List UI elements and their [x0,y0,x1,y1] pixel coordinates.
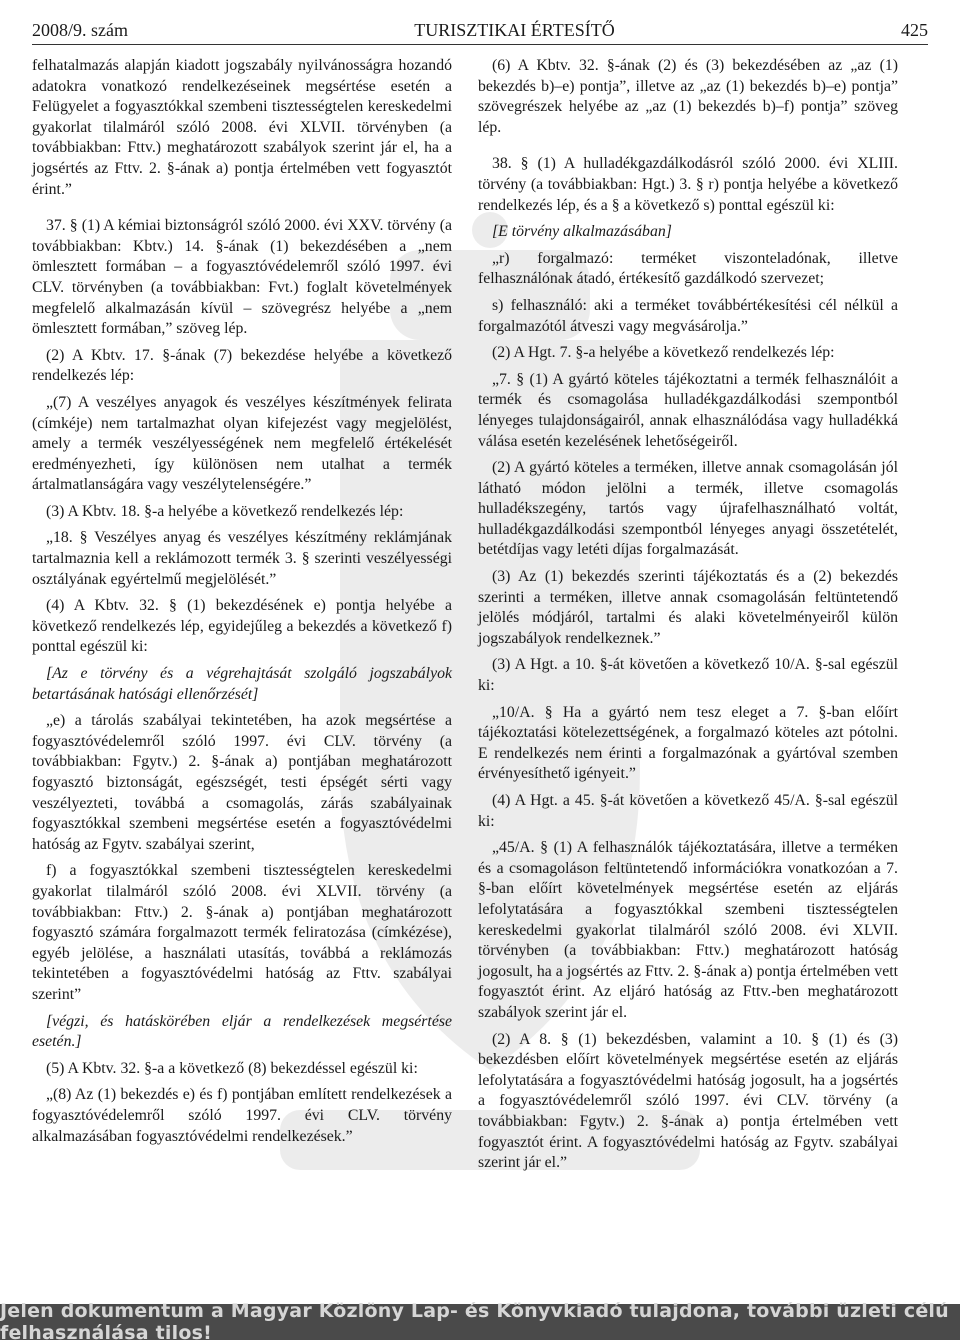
paragraph: „7. § (1) A gyártó köteles tájékoztatni a termék felhasználóit a termék és csomagolása hulladékgazdálkodási szempontból lényeges tulajdonságairól, annak elhasználódása vagy hulladékká válása esetén kezelésének lehetőségeiről. [478,370,898,450]
paragraph: (2) A 8. § (1) bekezdésben, valamint a 10. § (1) és (3) bekezdésben előírt követelmények megsértése esetén az eljárás lefolytatására a fogyasztóvédelmi hatóság jogosult, ha a jogsértés a fogyasztóvédelemről szóló 1997. évi CLV. törvény (a továbbiakban: Fgytv.) 2. §-ának a) pontja értelmében vett fogyasztót érint. A fogyasztóvédelmi hatóság az Fgytv. szabályai szerint jár el.” [478,1030,898,1172]
left-column [32,56,452,1153]
paragraph: „(7) A veszélyes anyagok és veszélyes készítmények felirata (címkéje) nem tartalmazhat olyan kifejezést vagy megjelölést, amely a termék veszélyességének nem megfelelő értékelését eredményezheti, így különösen nem utalhat a termék ártalmatlanságára vagy veszélytelenségére.” [32,393,452,494]
paragraph: [E törvény alkalmazásában] [492,223,672,241]
page-number: 425 [900,20,928,40]
paragraph: (2) A Hgt. 7. §-a helyébe a következő rendelkezés lép: [492,344,835,362]
journal-title: TURISZTIKAI ÉRTESÍTŐ [414,20,615,40]
paragraph: (3) A Kbtv. 18. §-a helyébe a következő rendelkezés lép: [46,502,404,520]
paragraph: (3) A Hgt. a 10. §-át követően a következő 10/A. §-sal egészül ki: [478,656,898,695]
page-header [32,14,928,45]
paragraph: „18. § Veszélyes anyag és veszélyes készítmény reklámjának tartalmaznia kell a reklámozott termék 3. § szerinti veszélyességi osztályának egyértelmű megjelölését.” [32,529,452,588]
paragraph: (2) A Kbtv. 17. §-ának (7) bekezdése helyébe a következő rendelkezés lép: [32,346,452,385]
paragraph: „45/A. § (1) A felhasználók tájékoztatására, illetve a terméken és a csomagoláson feltüntetendő információkra vonatkozóan a 7. §-ban előírt követelmények megsértése esetén az eljárás lefolytatására a fogyasztókkal szembeni tisztességtelen kereskedelmi gyakorlat tilalmáról szóló 2008. évi XLVII. törvényben (a továbbiakban: Fttv.) meghatározott hatóság jogosult, ha a jogsértés az Fttv. 2. §-ának a) pontja értelmében vett fogyasztót érint. Az eljáró hatóság az Fttv.-ben meghatározott szabályok szerint jár el. [478,839,898,1021]
paragraph: (4) A Kbtv. 32. § (1) bekezdésének e) pontja helyébe a következő rendelkezés lép, egyidejűleg a bekezdés a következő f) ponttal egészül ki: [32,597,452,656]
paragraph: (4) A Hgt. a 45. §-át követően a következő 45/A. §-sal egészül ki: [478,792,898,830]
issue-number: 2008/9. szám [32,20,128,40]
paragraph: f) a fogyasztókkal szembeni tisztességtelen kereskedelmi gyakorlat tilalmáról szóló 2008. évi XLVII. törvény (a továbbiakban: Fttv.) 2. §-ának a) pontjában meghatározott fogyasztó számára forgalmazott termék feliratozása (címkézése), egyéb jelölése, a használati utasítás, továbbá a reklámozás tekintetében a fogyasztóvédelmi hatóság az Fttv. szabályai szerint” [32,862,452,1003]
paragraph: [végzi, és hatáskörében eljár a rendelkezések megsértése esetén.] [32,1012,452,1051]
paragraph: (3) Az (1) bekezdés szerinti tájékoztatás és a (2) bekezdés szerinti a terméken, illetve annak csomagolásán feltüntetendő jelölés módjáról, tartalmi és alaki követelményeiről külön jogszabályok rendelkeznek.” [478,568,898,647]
section-37: 37. § (1) A kémiai biztonságról szóló 2000. évi XXV. törvény (a továbbiakban: Kbtv.) 14. §-ának (1) bekezdésében a „nem ömlesztett formában – a fogyasztóvédelemről szóló 1997. évi CLV. törvényben (a továbbiakban: Fvt.) foglalt követelmények megfelelő alkalmazásán kívül – szövegrész helyébe a „nem ömlesztett formában,” szöveg lép. [32,217,452,338]
paragraph: s) felhasználó: aki a terméket továbbértékesítési cél nélkül a forgalmazótól átveszi vagy megvásárolja.” [478,296,898,335]
copyright-footer [0,1300,960,1344]
paragraph: felhatalmazás alapján kiadott jogszabály nyilvánosságra hozandó adatokra vonatkozó rendelkezéseinek megsértése esetén a Felügyelet a fogyasztókkal szembeni tisztességtelen kereskedelmi gyakorlat tilalmáról szóló 2008. évi XLVII. törvényben (a továbbiakban: Fttv.) meghatározott szabályok szerint jár el, ha a jogsértés az Fttv. 2. §-ának a) pontja értelmében vett fogyasztót érint.” [32,57,452,198]
paragraph: „r) forgalmazó: terméket viszonteladónak, illetve felhasználónak átadó, értékesítő gazdálkodó szervezet; [478,249,898,288]
paragraph: (2) A gyártó köteles a terméken, illetve annak csomagolásán jól látható módon jelölni a termék, illetve csomagolás hulladékszegény, tartós vagy újrafelhasználható voltát, hulladékgazdálkodási szempontból lényeges anyagi összetételét, betétdíjas vagy letéti díjas forgalmazását. [478,459,898,559]
section-38: 38. § (1) A hulladékgazdálkodásról szóló 2000. évi XLIII. törvény (a továbbiakban: Hgt.) 3. § r) pontja helyébe a következő rendelkezés lép, és a § a következő s) ponttal egészül ki: [478,155,898,214]
paragraph: „10/A. § Ha a gyártó nem tesz eleget a 7. §-ban előírt tájékoztatási kötelezettségének, a forgalmazó köteles azt pótolni. E rendelkezés nem érinti a forgalmazónak a gyártóval szemben érvényesíthető igényeit.” [478,703,898,783]
paragraph: „(8) Az (1) bekezdés e) és f) pontjában említett rendelkezések a fogyasztóvédelemről szóló 1997. évi CLV. törvény alkalmazásában fogyasztóvédelmi rendelkezések.” [32,1086,452,1145]
right-column [478,56,898,1180]
paragraph: (5) A Kbtv. 32. §-a a következő (8) bekezdéssel egészül ki: [46,1059,418,1077]
paragraph: (6) A Kbtv. 32. §-ának (2) és (3) bekezdésében az „az (1) bekezdés b)–e) pontja”, illetve az „az (1) bekezdés b)–e) pontja” szövegrészek helyébe az „az (1) bekezdés b)–f) pontja” szöveg lép. [478,57,898,136]
paragraph: „e) a tárolás szabályai tekintetében, ha azok megsértése a fogyasztóvédelemről szóló 1997. évi CLV. törvény (a továbbiakban: Fgytv.) 2. §-ának a) pontjában meghatározott fogyasztó biztonságát, egészségét, testi épségét sérti vagy veszélyezteti, továbbá a csomagolás, zárás szabályainak fogyasztókkal szembeni megsértése esetén a fogyasztóvédelmi hatóság az Fgytv. szabályai szerint, [32,712,452,853]
copyright-notice: Jelen dokumentum a Magyar Közlöny Lap- és Könyvkiadó tulajdona, további üzleti célú felhasználása tilos! [0,1300,949,1344]
paragraph: [Az e törvény és a végrehajtását szolgáló jogszabályok betartásának hatósági ellenőrzését] [32,665,452,703]
